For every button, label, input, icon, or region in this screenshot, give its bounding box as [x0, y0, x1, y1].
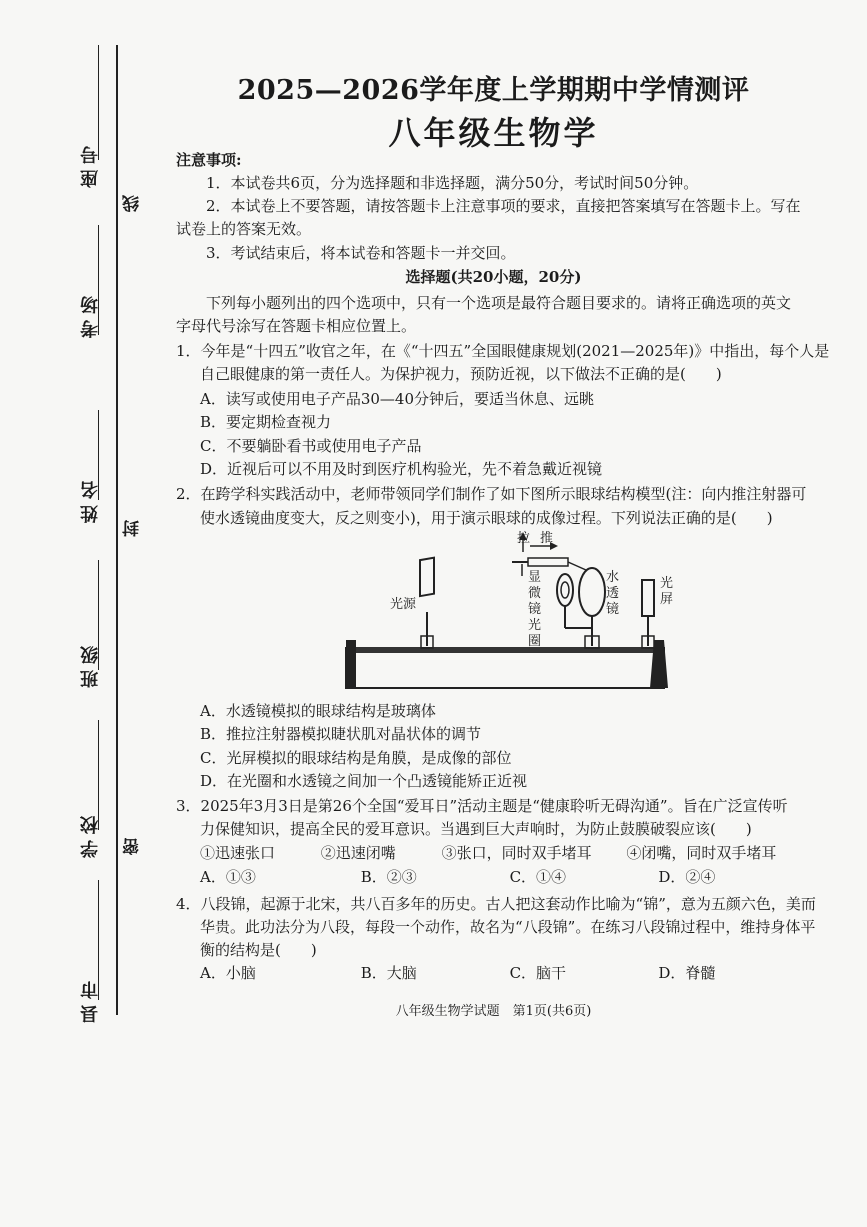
school-label: 学校 — [80, 810, 101, 858]
choice-2: ②迅速闭嘴 — [320, 844, 396, 862]
question-stem: 2．在跨学科实践活动中，老师带领同学们制作了如下图所示眼球结构模型(注：向内推注射器可 — [176, 485, 807, 503]
section-instruction: 下列每小题列出的四个选项中，只有一个选项是最符合题目要求的。请将正确选项的英文 — [206, 294, 792, 312]
binding-line — [116, 45, 118, 1015]
figure-label-light-source: 光源 — [390, 597, 417, 612]
subject-title: 八年级生物学 — [388, 114, 599, 152]
option-c: C．①④ — [509, 868, 567, 886]
choice-3: ③张口，同时双手堵耳 — [441, 844, 592, 862]
county-label: 县市 — [80, 975, 101, 1023]
option-c: C．不要躺卧看书或使用电子产品 — [200, 437, 422, 455]
seat-label: 座号 — [80, 140, 101, 188]
page-footer: 八年级生物学试题 第1页(共6页) — [395, 1004, 592, 1019]
class-label: 班级 — [80, 640, 101, 688]
option-row — [200, 866, 715, 888]
name-label: 姓名 — [80, 475, 101, 523]
notice-item: 2．本试卷上不要答题，请按答题卡上注意事项的要求，直接把答案填写在答题卡上。写在 — [206, 197, 801, 215]
option-d: D．近视后可以不用及时到医疗机构验光，先不着急戴近视镜 — [200, 460, 603, 478]
figure-label-water-lens: 水透镜 — [606, 570, 620, 617]
question-stem: 1．今年是“十四五”收官之年，在《“十四五”全国眼健康规划(2021—2025年)》中指出，每个人是 — [176, 342, 830, 360]
question-stem: 衡的结构是( ) — [200, 941, 317, 959]
eyeball-model-figure — [330, 528, 690, 698]
option-a: A．①③ — [200, 868, 256, 886]
question-stem: 自己眼健康的第一责任人。为保护视力，预防近视，以下做法不正确的是( ) — [200, 365, 722, 383]
rail-base — [346, 648, 664, 688]
choice-4: ④闭嘴，同时双手堵耳 — [626, 844, 777, 862]
question-stem: 3．2025年3月3日是第26个全国“爱耳日”活动主题是“健康聆听无碍沟通”。旨在广泛宣传听 — [176, 797, 788, 815]
exam-title: 2025—2026学年度上学期期中学情测评 — [237, 75, 750, 106]
screen-plate — [642, 580, 654, 616]
rail-top — [346, 647, 664, 653]
option-c: C．脑干 — [509, 964, 567, 982]
question-stem: 使水透镜曲度变大，反之则变小)，用于演示眼球的成像过程。下列说法正确的是( ) — [200, 509, 773, 527]
choice-row — [200, 842, 776, 864]
option-d: D．②④ — [658, 868, 716, 886]
seal-mi-mark: 密 — [123, 838, 143, 855]
question-stem: 华贵。此功法分为八段，每段一个动作，故名为“八段锦”。在练习八段锦过程中，维持身体平 — [200, 918, 816, 936]
option-a: A．小脑 — [200, 964, 256, 982]
option-b: B．要定期检查视力 — [200, 413, 332, 431]
diaphragm-ring — [557, 574, 573, 606]
figure-label-screen: 光屏 — [660, 576, 674, 607]
option-d: D．脊髓 — [658, 964, 716, 982]
syringe-barrel — [528, 558, 568, 566]
notice-item: 试卷上的答案无效。 — [176, 220, 312, 238]
choice-1: ①迅速张口 — [200, 844, 276, 862]
notice-item: 3．考试结束后，将本试卷和答题卡一并交回。 — [206, 244, 516, 262]
question-stem: 4．八段锦，起源于北宋，共八百多年的历史。古人把这套动作比喻为“锦”，意为五颜六色，美而 — [176, 895, 816, 913]
option-b: B．推拉注射器模拟睫状肌对晶状体的调节 — [200, 725, 482, 743]
option-a: A．读写或使用电子产品30—40分钟后，要适当休息、远眺 — [200, 390, 595, 408]
option-d: D．在光圈和水透镜之间加一个凸透镜能矫正近视 — [200, 772, 528, 790]
option-c: C．光屏模拟的眼球结构是角膜，是成像的部位 — [200, 749, 512, 767]
figure-label-push: 推 — [540, 531, 554, 546]
option-row — [200, 962, 715, 984]
rail-left-foot — [346, 640, 356, 688]
notice-item: 1．本试卷共6页，分为选择题和非选择题，满分50分，考试时间50分钟。 — [206, 174, 699, 192]
section-instruction: 字母代号涂写在答题卡相应位置上。 — [176, 317, 417, 335]
light-source-plate — [420, 558, 434, 596]
notice-heading: 注意事项: — [176, 151, 242, 169]
option-a: A．水透镜模拟的眼球结构是玻璃体 — [200, 702, 436, 720]
syringe-tube — [568, 562, 586, 570]
figure-label-pull: 拉 — [517, 531, 531, 546]
water-lens — [579, 568, 605, 616]
option-b: B．②③ — [360, 868, 417, 886]
diaphragm-inner — [561, 582, 569, 598]
section-title: 选择题(共20小题，20分) — [405, 268, 582, 286]
seal-line-mark: 线 — [123, 195, 143, 212]
seal-feng-mark: 封 — [123, 520, 143, 537]
question-stem: 力保健知识，提高全民的爱耳意识。当遇到巨大声响时，为防止鼓膜破裂应该( ) — [200, 820, 752, 838]
exam-room-label: 考场 — [80, 290, 101, 338]
figure-label-diaphragm: 显微镜光圈 — [528, 570, 542, 649]
option-b: B．大脑 — [360, 964, 417, 982]
